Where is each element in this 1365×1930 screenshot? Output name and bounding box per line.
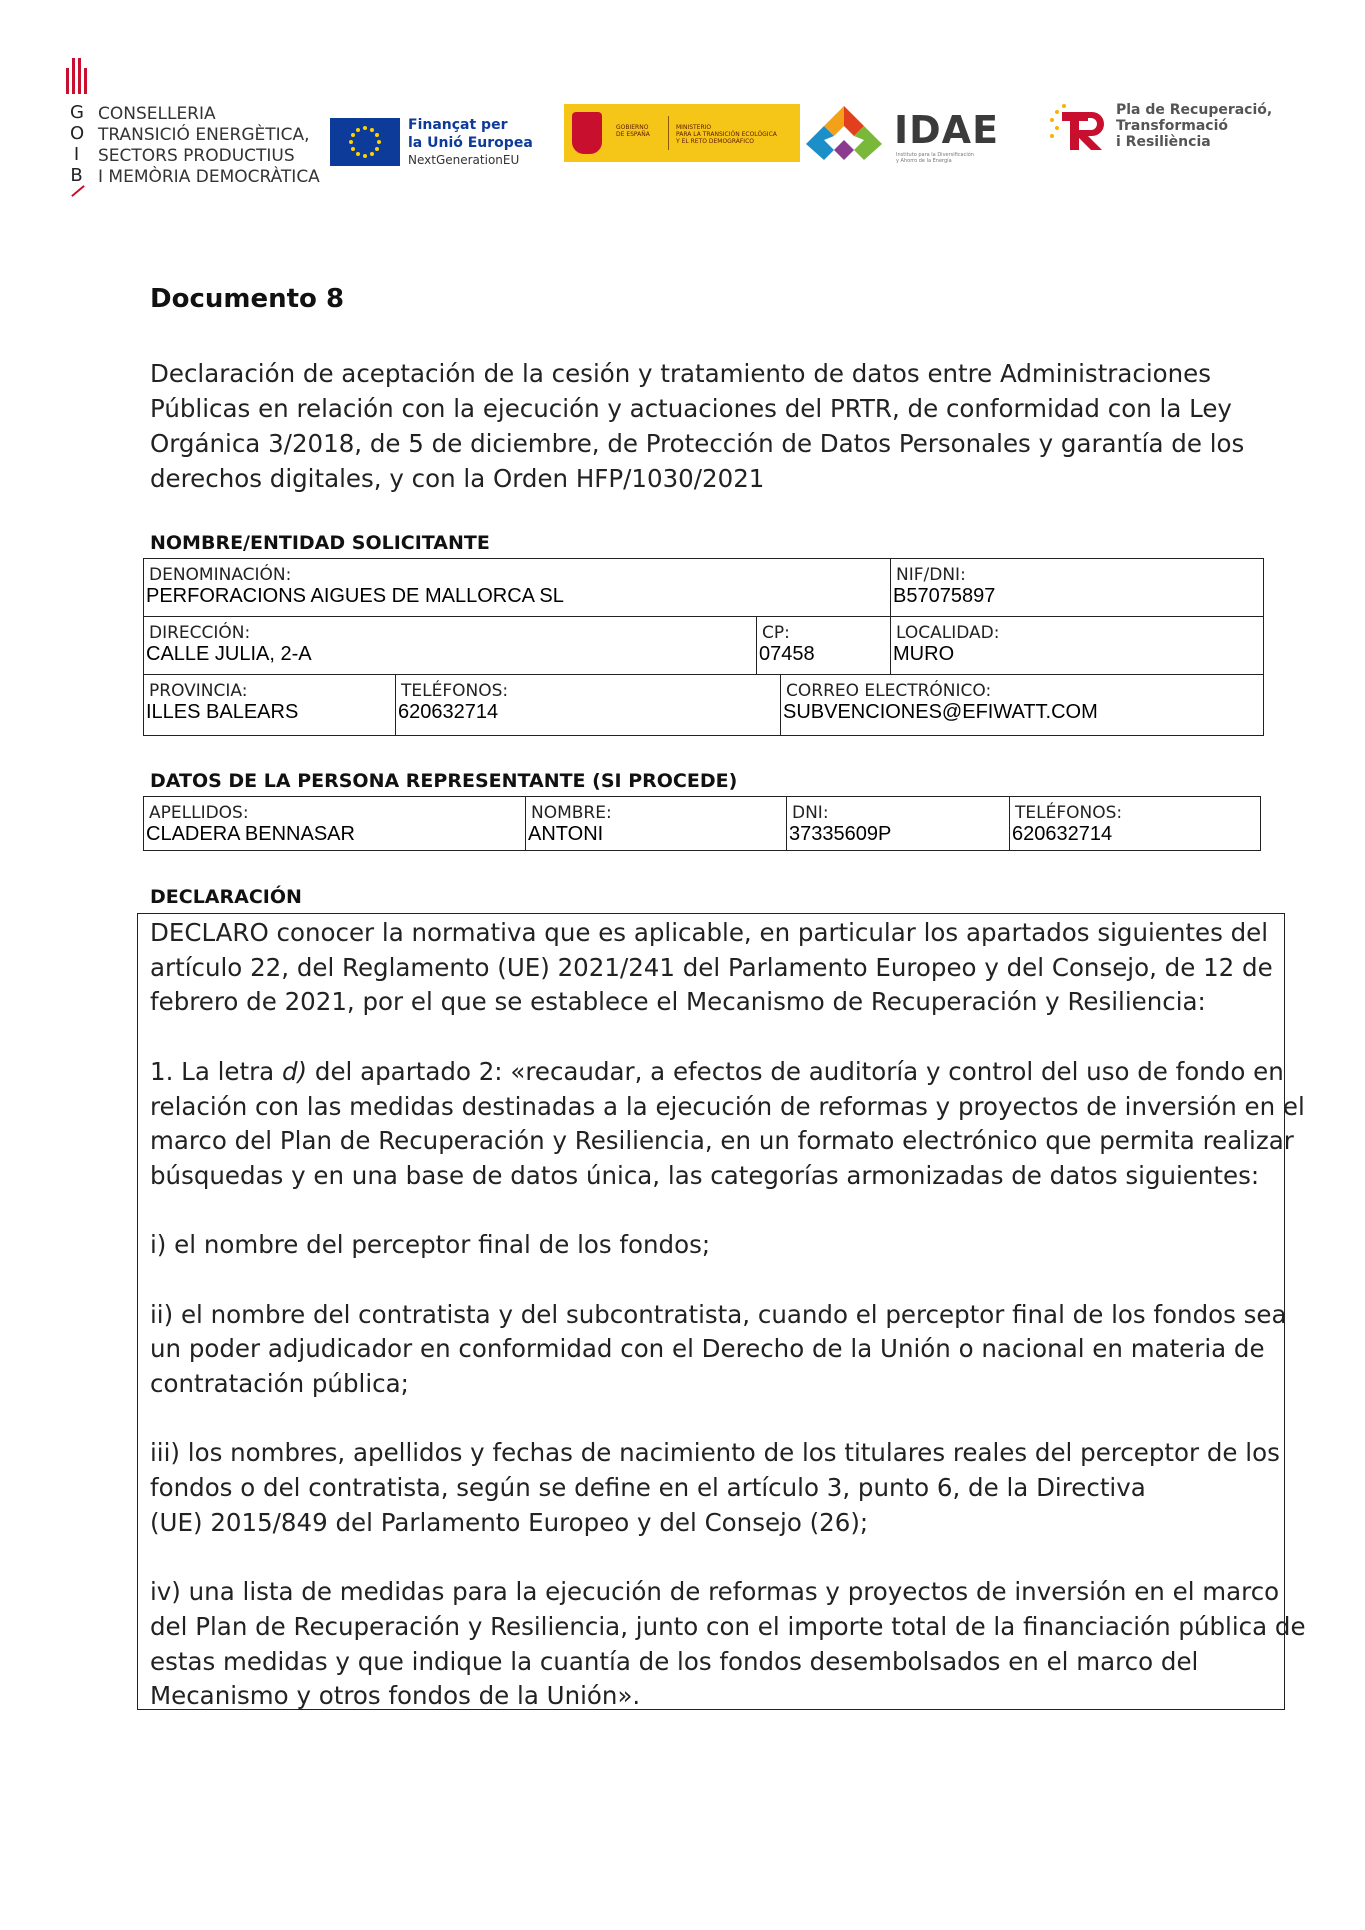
decl-point-ii: ii) el nombre del contratista y del subcontratista, cuando el perceptor final de los fondos sea [150,1299,1287,1329]
nombre-value: ANTONI [528,823,604,845]
apellidos-value: CLADERA BENNASAR [146,823,355,845]
apellidos-cell [144,797,526,851]
declaracion-text [150,916,1306,1714]
rep-telefonos-cell [1010,797,1261,851]
decl-blank [150,1402,1280,1437]
solicitante-table [143,558,1264,736]
localidad-cell [891,617,1264,675]
provincia-cell [144,675,396,736]
prtr-name: Pla de Recuperació, Transformació i Resiliència [1116,102,1273,150]
decl-point-iv: iv) una lista de medidas para la ejecución de reformas y proyectos de inversión en el marco [150,1577,1280,1607]
representante-table [143,796,1261,851]
correo-value: SUBVENCIONES@EFIWATT.COM [783,701,1098,723]
direccion-value: CALLE JULIA, 2-A [146,643,312,665]
apellidos-label: APELLIDOS: [149,803,249,823]
rep-telefonos-value: 620632714 [1012,823,1113,845]
prtr-logo [1048,98,1288,158]
goib-bars-icon [64,58,90,96]
decl-blank [150,1194,1280,1229]
decl-line: (UE) 2015/849 del Parlamento Europeo y del Consejo (26); [150,1507,869,1537]
provincia-label: PROVINCIA: [149,681,248,701]
correo-label: CORREO ELECTRÓNICO: [786,681,992,701]
idae-logo: IDAE Instituto para la Diversificación y Ahorro de la Energía [802,102,992,164]
nombre-cell [526,797,787,851]
decl-line: contratación pública; [150,1369,409,1399]
conselleria-name: CONSELLERIA TRANSICIÓ ENERGÈTICA, SECTORS PRODUCTIUS I MEMÒRIA DEMOCRÀTICA [98,104,320,187]
decl-line: del Plan de Recuperación y Resiliencia, junto con el importe total de la financiación pública de [150,1611,1306,1641]
decl-point-i: i) el nombre del perceptor final de los fondos; [150,1230,711,1260]
cp-value: 07458 [759,643,815,665]
direccion-cell [144,617,757,675]
nif-value: B57075897 [893,585,996,607]
decl-line: fondos o del contratista, según se define en el artículo 3, punto 6, de la Directiva [150,1473,1146,1503]
eu-line-2: la Unió Europea [408,135,533,151]
goib-slash-icon [71,185,85,197]
direccion-label: DIRECCIÓN: [149,623,251,643]
decl-line: marco del Plan de Recuperación y Resiliencia, en un formato electrónico que permita realizar [150,1126,1294,1156]
telefonos-value: 620632714 [398,701,499,723]
correo-cell [781,675,1264,736]
declaracion-heading: DECLARACIÓN [150,886,302,908]
decl-point-iii: iii) los nombres, apellidos y fechas de nacimiento de los titulares reales del perceptor de los [150,1438,1280,1468]
rep-telefonos-label: TELÉFONOS: [1015,803,1123,823]
decl-point-1: 1. La letra d) del apartado 2: «recaudar, a efectos de auditoría y control del uso de fondo en [150,1056,1284,1086]
idae-wordmark: IDAE [894,108,1000,152]
decl-blank [150,1020,1280,1055]
idae-mark-icon [802,102,886,164]
dni-label: DNI: [792,803,829,823]
decl-line: relación con las medidas destinadas a la ejecución de reformas y proyectos de inversión en el [150,1091,1305,1121]
prtr-mark-icon [1048,98,1110,154]
dni-value: 37335609P [789,823,892,845]
decl-line: búsquedas y en una base de datos única, las categorías armonizadas de datos siguientes: [150,1160,1260,1190]
decl-line: un poder adjudicador en conformidad con el Derecho de la Unión o nacional en materia de [150,1334,1265,1364]
gobierno-espana-logo: GOBIERNO DE ESPAÑA MINISTERIO PARA LA TRANSICIÓN ECOLÓGICA Y EL RETO DEMOGRÁFICO [564,104,800,162]
representante-heading: DATOS DE LA PERSONA REPRESENTANTE (SI PROCEDE) [150,770,738,792]
provincia-value: ILLES BALEARS [146,701,299,723]
nombre-label: NOMBRE: [531,803,612,823]
cp-label: CP: [762,623,790,643]
coat-of-arms-icon [572,112,602,154]
nif-label: NIF/DNI: [896,565,966,585]
goib-letters: G O I B [70,102,86,186]
eu-line-1: Finançat per [408,117,508,133]
solicitante-heading: NOMBRE/ENTIDAD SOLICITANTE [150,532,490,554]
denominacion-value: PERFORACIONS AIGUES DE MALLORCA SL [146,585,564,607]
nif-cell [891,559,1264,617]
decl-blank [150,1263,1280,1298]
decl-line: DECLARO conocer la normativa que es aplicable, en particular los apartados siguientes del [150,918,1269,947]
eu-line-3: NextGenerationEU [408,153,520,167]
telefonos-cell [396,675,781,736]
denominacion-cell [144,559,891,617]
denominacion-label: DENOMINACIÓN: [149,565,292,585]
eu-funding-logo [330,116,533,170]
eu-flag-icon [330,118,400,166]
decl-line: estas medidas y que indique la cuantía de los fondos desembolsados en el marco del [150,1646,1199,1676]
document-intro: Declaración de aceptación de la cesión y tratamiento de datos entre Administraciones Públicas en relación con la ejecución y actuaciones del PRTR, de conformidad con la Ley Orgánica 3/2018, de 5 de diciembre, de Protección de Datos Personales y garantía de los derechos digitales, y con la Orden HFP/1030/2021 [150,359,1245,493]
cp-cell [757,617,891,675]
localidad-label: LOCALIDAD: [896,623,1000,643]
decl-blank [150,1541,1280,1576]
document-title: Documento 8 [150,284,345,314]
dni-cell [787,797,1010,851]
telefonos-label: TELÉFONOS: [401,681,509,701]
localidad-value: MURO [893,643,955,665]
goib-logo [64,58,324,208]
decl-line: Mecanismo y otros fondos de la Unión». [150,1681,641,1711]
decl-line: febrero de 2021, por el que se establece el Mecanismo de Recuperación y Resiliencia: [150,987,1206,1017]
decl-line: artículo 22, del Reglamento (UE) 2021/241 del Parlamento Europeo y del Consejo, de 12 de [150,952,1273,982]
